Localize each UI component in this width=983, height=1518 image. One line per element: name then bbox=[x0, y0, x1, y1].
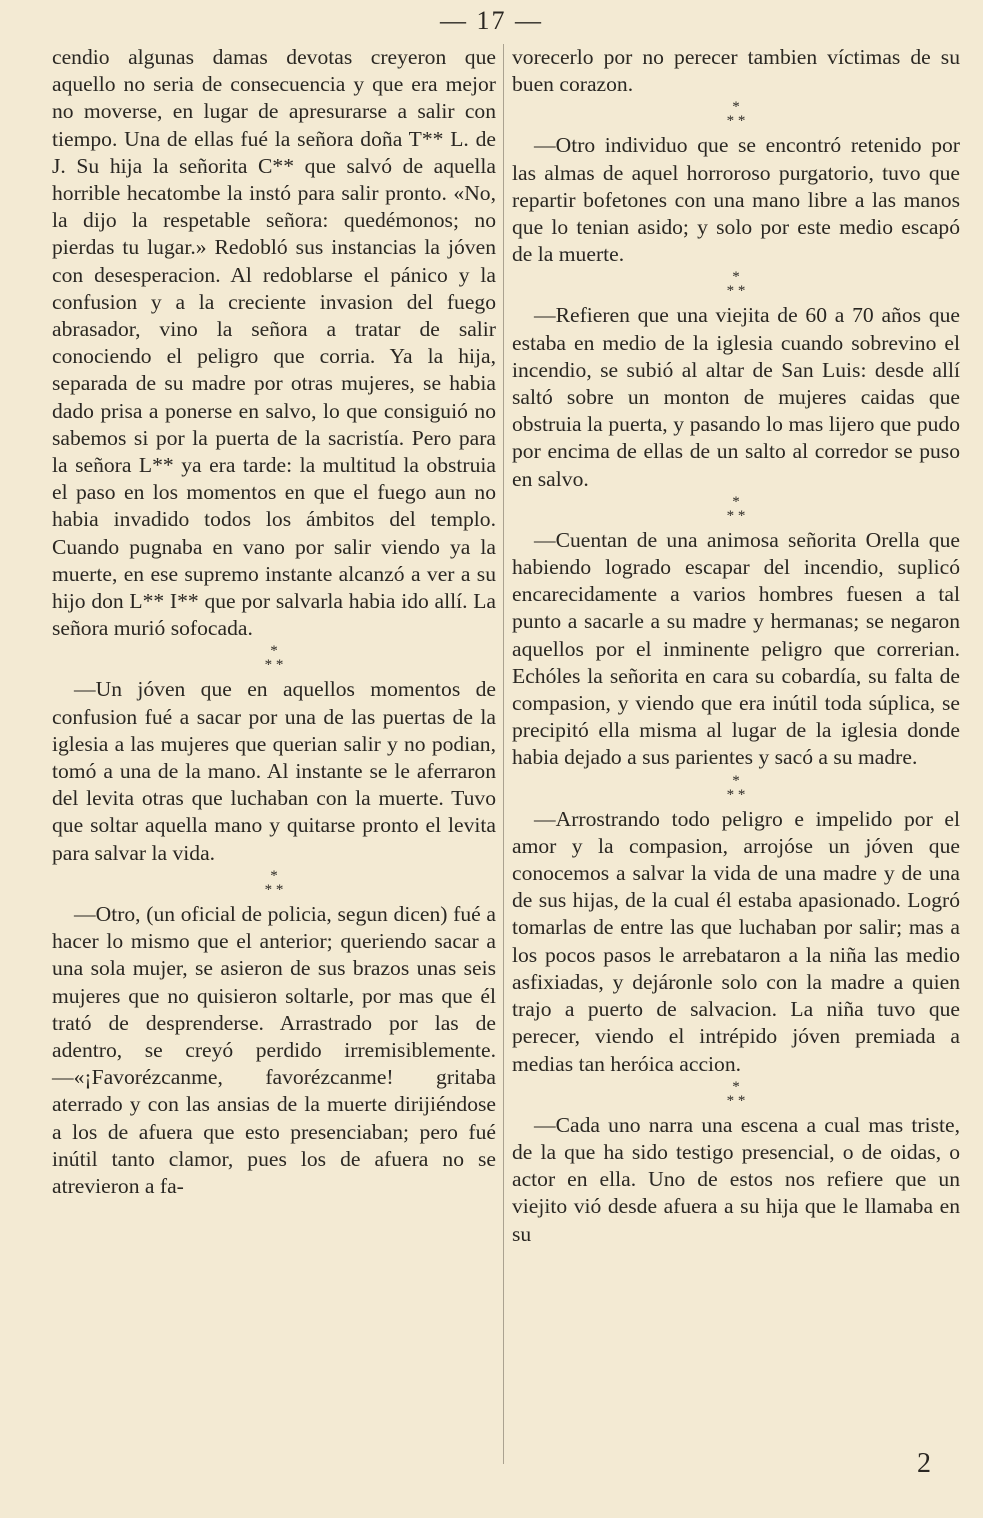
right-paragraph-6: —Cada uno narra una escena a cual mas triste, de la que ha sido testigo presencial, o de oidas, o actor en ella. Uno de estos nos refiere que un viejito vió desde afuera a su hija que le llamaba en su bbox=[512, 1112, 960, 1246]
separator-bottom: * * bbox=[726, 1092, 746, 1109]
separator-top: * bbox=[732, 99, 740, 116]
section-separator bbox=[512, 270, 960, 298]
separator-bottom: * * bbox=[726, 113, 746, 130]
left-column bbox=[52, 44, 496, 1200]
separator-top: * bbox=[732, 269, 740, 286]
section-separator bbox=[512, 774, 960, 802]
right-paragraph-5: —Arrostrando todo peligro e impelido por el amor y la compasion, arrojóse un jóven que conocemos a salvar la vida de una madre y de una de sus hijas, de la cual él estaba apasionado. Logró tomarlas de entre las que luchaban por salir; mas a los pocos pasos le arrebataron a la niña las medio asfixiadas, y dejáronle solo con la madre a quien trajo a puerto de salvacion. La niña tuvo que perecer, viendo el intrépido jóven premiada a medias tan heróica accion. bbox=[512, 806, 960, 1076]
section-separator bbox=[52, 869, 496, 897]
right-paragraph-4: —Cuentan de una animosa señorita Orella que habiendo logrado escapar del incendio, suplicó encarecidamente a varios hombres fuesen a tal punto a sacarle a su madre y hermanas; se negaron aquellos por el inminente peligro que correrian. Echóles la señorita en cara su cobardía, su falta de compasion, y viendo que era inútil toda súplica, se precipitó ella misma al lugar de la iglesia donde habia dejado a sus parientes y sacó a su madre. bbox=[512, 527, 960, 770]
right-column bbox=[512, 44, 960, 1248]
separator-bottom: * * bbox=[726, 283, 746, 300]
section-separator bbox=[512, 1080, 960, 1108]
separator-top: * bbox=[732, 1078, 740, 1095]
separator-top: * bbox=[732, 772, 740, 789]
right-paragraph-2: —Otro individuo que se encontró retenido por las almas de aquel horroroso purgatorio, tuvo que repartir bofetones con una mano libre a las manos que lo tenian asido; y solo por este medio escapó de la muerte. bbox=[512, 133, 960, 267]
signature-mark: 2 bbox=[917, 1448, 931, 1479]
separator-bottom: * * bbox=[726, 786, 746, 803]
separator-bottom: * * bbox=[264, 881, 284, 898]
section-separator bbox=[52, 644, 496, 672]
separator-bottom: * * bbox=[264, 657, 284, 674]
section-separator bbox=[512, 495, 960, 523]
left-paragraph-3: —Otro, (un oficial de policia, segun dicen) fué a hacer lo mismo que el anterior; queriendo sacar a una sola mujer, se asieron de sus brazos unas seis mujeres que no quisieron soltarle, por mas que él trató de desprenderse. Arrastrado por las de adentro, se creyó perdido irremisiblemente.—«¡Favorézcanme, favorézcanme! gritaba aterrado y con las ansias de la muerte dirijiéndose a los de afuera que esto presenciaban; pero fué inútil tanto clamor, pues los de afuera no se atrevieron a fa- bbox=[52, 901, 496, 1198]
separator-top: * bbox=[732, 493, 740, 510]
right-paragraph-3: —Refieren que una viejita de 60 a 70 años que estaba en medio de la iglesia cuando sobrevino el incendio, se subió al altar de San Luis: desde allí saltó sobre un monton de mujeres caidas que obstruia la puerta, y pasando lo mas lijero que pudo por encima de ellas de un salto al corredor se puso en salvo. bbox=[512, 303, 960, 491]
separator-bottom: * * bbox=[726, 507, 746, 524]
section-separator bbox=[512, 100, 960, 128]
separator-top: * bbox=[270, 643, 278, 660]
left-paragraph-1: cendio algunas damas devotas creyeron que aquello no seria de consecuencia y que era mejor no moverse, en lugar de apresurarse a salir con tiempo. Una de ellas fué la señora doña T** L. de J. Su hija la señorita C** que salvó de aquella horrible hecatombe la instó para salir pronto. «No, la dijo la respetable señora: quedémonos; no pierdas tu lugar.» Redobló sus instancias la jóven con desesperacion. Al redoblarse el pánico y la confusion y a la creciente invasion del fuego abrasador, vino la señora a tratar de salir conociendo el peligro que corria. Ya la hija, separada de su madre por otras mujeres, se habia dado prisa a ponerse en salvo, lo que consiguió no sabemos si por la puerta de la sacristía. Pero para la señora L** ya era tarde: la multitud la obstruia el paso en los momentos en que el fuego aun no habia invadido todos los ámbitos del templo. Cuando pugnaba en vano por salir viendo ya la muerte, en ese supremo instante alcanzó a ver a su hijo don L** I** que por salvarla habia ido allí. La señora murió sofocada. bbox=[52, 45, 496, 641]
left-paragraph-2: —Un jóven que en aquellos momentos de confusion fué a sacar por una de las puertas de la iglesia a las mujeres que querian salir y no podian, tomó a una de la mano. Al instante se le aferraron del levita otras que luchaban con la muerte. Tuvo que soltar aquella mano y quitarse pronto el levita para salvar la vida. bbox=[52, 677, 496, 865]
right-paragraph-1: vorecerlo por no perecer tambien víctimas de su buen corazon. bbox=[512, 45, 960, 97]
page-number: — 17 — bbox=[440, 6, 543, 35]
column-divider bbox=[503, 44, 504, 1464]
separator-top: * bbox=[270, 867, 278, 884]
